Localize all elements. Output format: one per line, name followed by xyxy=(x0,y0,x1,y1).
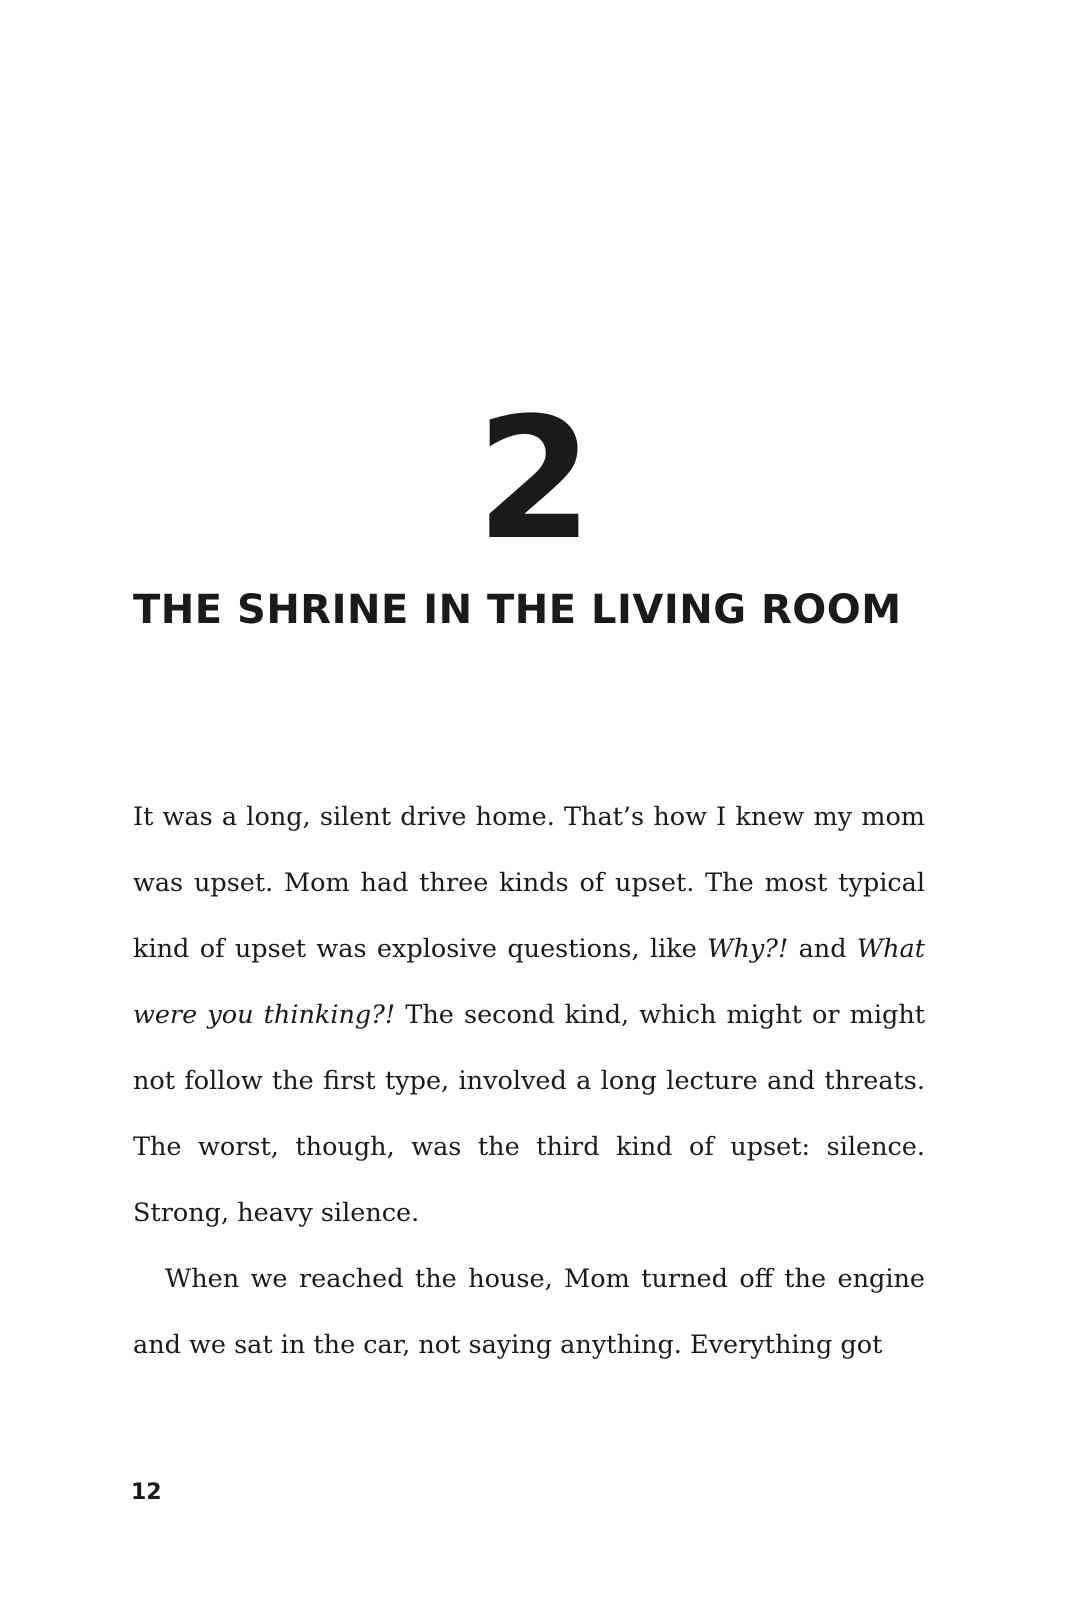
paragraph-1 xyxy=(133,784,925,1246)
body-text xyxy=(133,784,925,1378)
page-number: 12 xyxy=(131,1480,162,1505)
chapter-number: 2 xyxy=(476,381,591,577)
paragraph-1-part-a: It was a long, silent drive home. That’s how I knew my mom was upset. Mom had three kinds of upset. The most typical kind of upset was explosive questions, like xyxy=(133,802,925,964)
paragraph-1-part-b: and xyxy=(788,934,857,964)
paragraph-2: When we reached the house, Mom turned off the engine and we sat in the car, not saying anything. Everything got xyxy=(133,1264,925,1360)
italic-why: Why?! xyxy=(707,934,789,964)
paragraph-1-part-c: The second kind, which might or might not follow the first type, involved a long lecture and threats. The worst, though, was the third kind of upset: silence. Strong, heavy silence. xyxy=(133,1000,925,1228)
italic-what-were-you-thinking: What were you thinking?! xyxy=(133,934,925,1030)
chapter-title: THE SHRINE IN THE LIVING ROOM xyxy=(133,587,902,633)
